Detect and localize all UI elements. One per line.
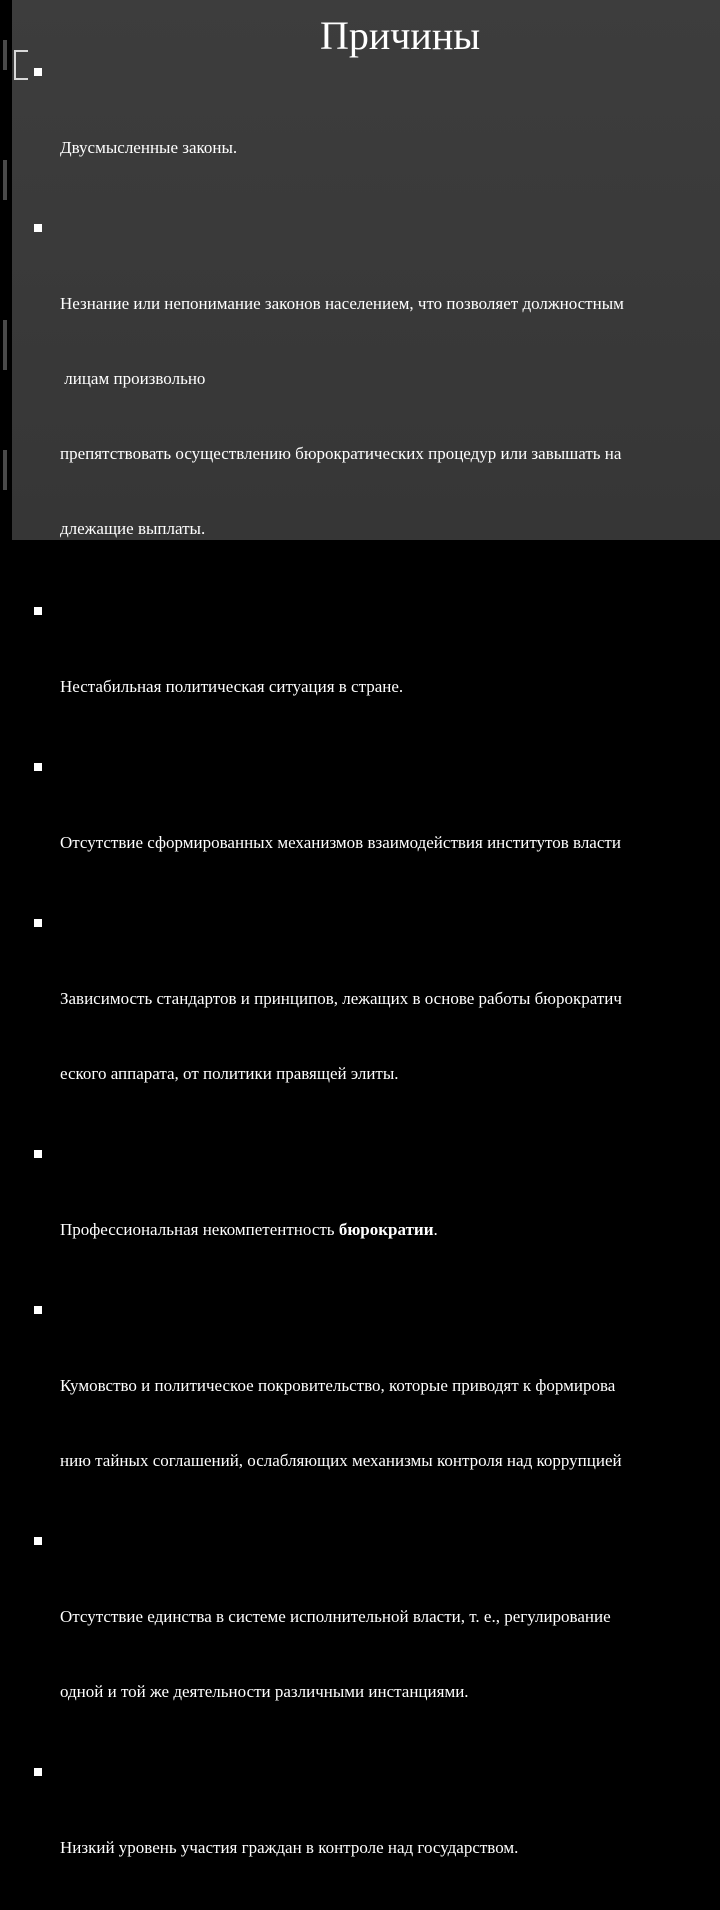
bullet-line: препятствовать осуществлению бюрократических процедур или завышать на [60,444,622,463]
bullet-line: Низкий уровень участия граждан в контроле над государством. [60,1838,519,1857]
bullet-line: одной и той же деятельности различными инстанциями. [60,1682,469,1701]
bullet-line: еского аппарата, от политики правящей элиты. [60,1064,399,1083]
bullet-line: Отсутствие сформированных механизмов взаимодействия институтов власти [60,833,621,852]
bullet-marker-icon [34,1306,42,1314]
bullet-line [60,1217,720,1242]
bullet-marker-icon [34,763,42,771]
bullet-line: Отсутствие единства в системе исполнительной власти, т. е., регулирование [60,1607,611,1626]
bullet-line: Кумовство и политическое покровительство, которые приводят к формирова [60,1376,616,1395]
corner-bracket [14,50,28,80]
bullet-line: нию тайных соглашений, ослабляющих механизмы контроля над коррупцией [60,1451,622,1470]
bullet-text: . [433,1220,438,1239]
bullet-line: лицам произвольно [60,369,206,388]
bullet-line: Зависимость стандартов и принципов, лежащих в основе работы бюрократич [60,989,622,1008]
frame-bar [3,450,7,490]
bullet-list [12,60,720,1910]
bullet-marker-icon [34,919,42,927]
bullet-marker-icon [34,1768,42,1776]
frame-bar [3,320,7,370]
bullet-marker-icon [34,68,42,76]
frame-bar [3,40,7,70]
bullet-item [12,1760,720,1910]
bullet-item [12,1298,720,1523]
bullet-line: Нестабильная политическая ситуация в стране. [60,677,404,696]
bullet-item [12,755,720,905]
bullet-line: Незнание или непонимание законов населением, что позволяет должностным [60,294,624,313]
bullet-text: Профессиональная некомпетентность [60,1220,339,1239]
frame-bar [3,160,7,200]
bullet-line: Двусмысленные законы. [60,138,238,157]
bullet-line: длежащие выплаты. [60,519,206,538]
slide [12,0,720,1857]
bullet-marker-icon [34,607,42,615]
bullet-item [12,1142,720,1292]
bullet-item [12,1529,720,1754]
bullet-marker-icon [34,1537,42,1545]
bullet-item [12,599,720,749]
bullet-item [12,60,720,210]
bullet-marker-icon [34,224,42,232]
bullet-item [12,911,720,1136]
bullet-item [12,216,720,591]
left-frame [0,0,12,540]
slide-title: Причины [320,13,481,58]
bullet-bold-text: бюрократии [338,1220,434,1239]
bullet-marker-icon [34,1150,42,1158]
